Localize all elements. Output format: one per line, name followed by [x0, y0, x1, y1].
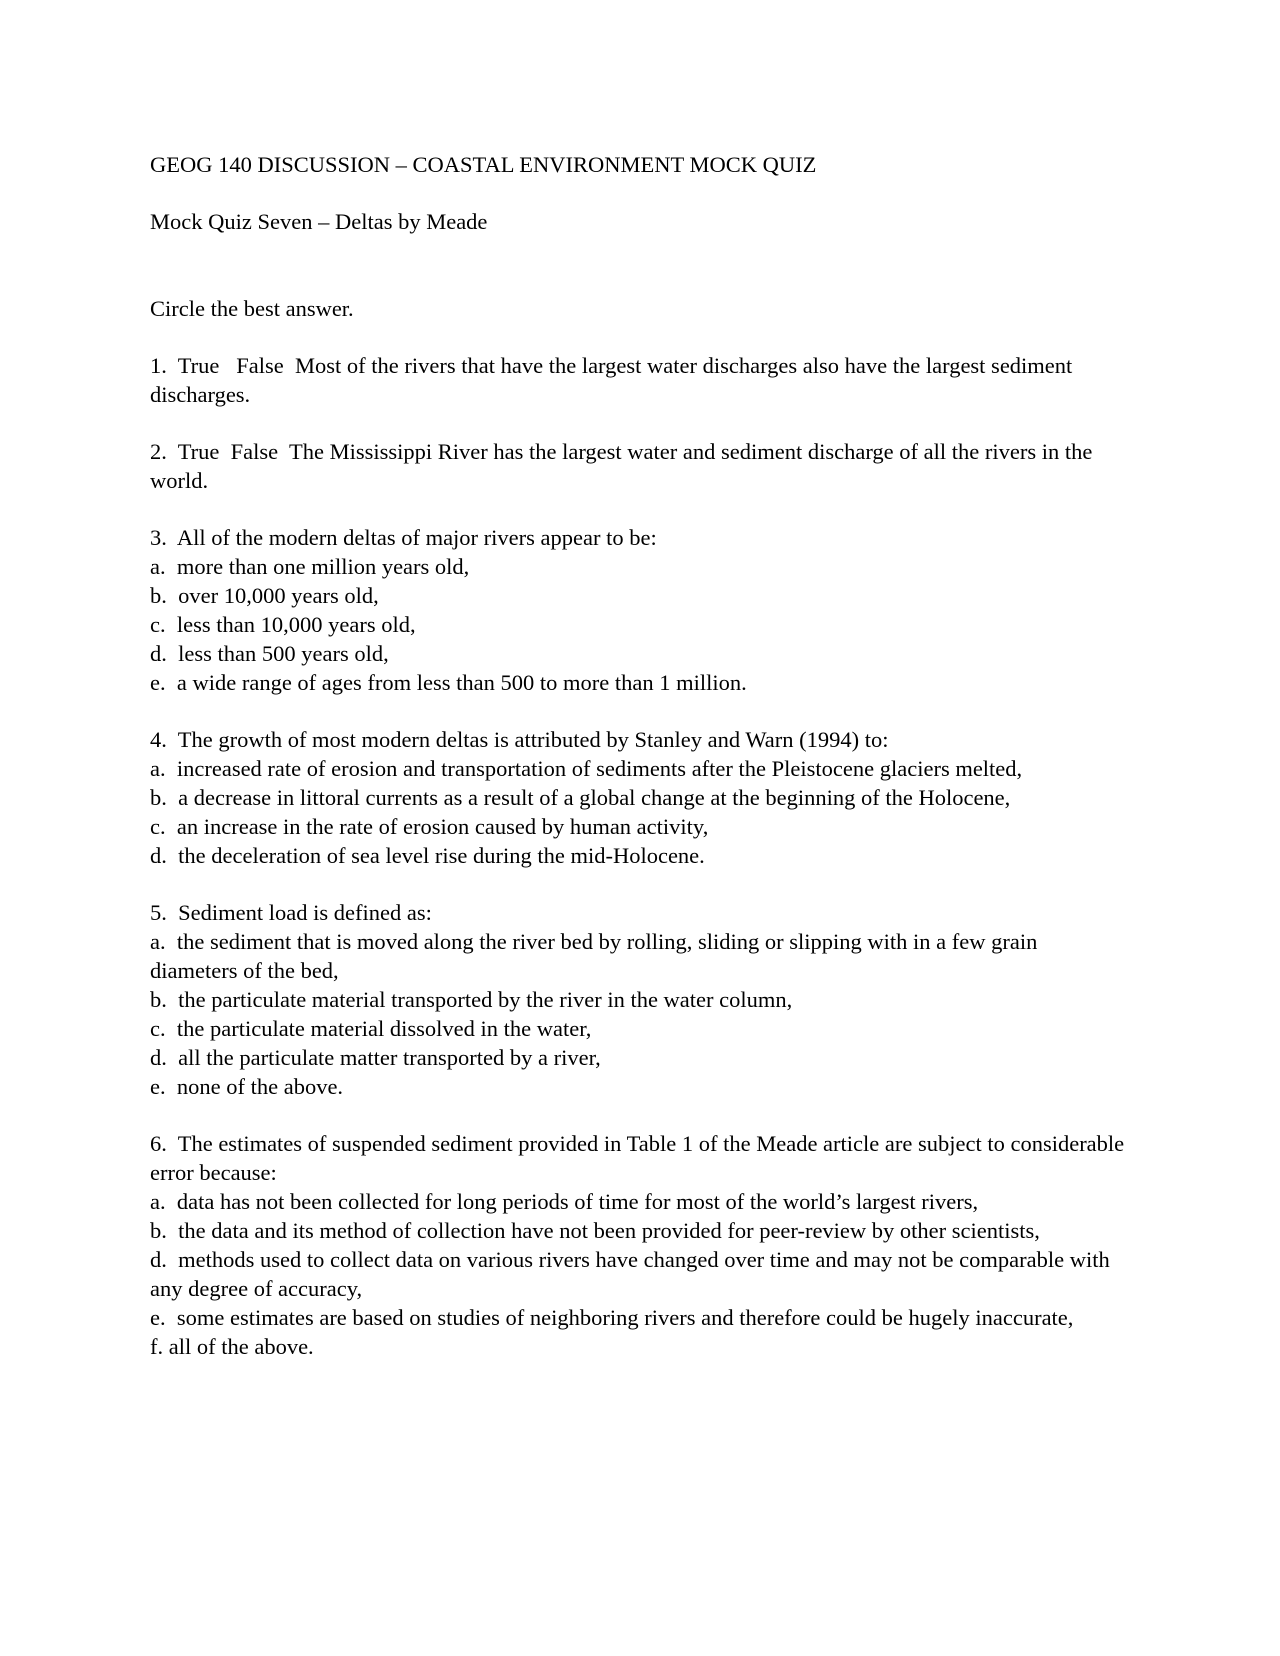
question-stem: 6. The estimates of suspended sediment provided in Table 1 of the Meade article are subject to considerable error because:: [150, 1131, 1130, 1185]
question-6: [150, 1129, 1130, 1361]
question-stem: 5. Sediment load is defined as:: [150, 900, 432, 925]
document-title: GEOG 140 DISCUSSION – COASTAL ENVIRONMENT MOCK QUIZ: [150, 152, 817, 177]
answer-option: c. an increase in the rate of erosion caused by human activity,: [150, 814, 709, 839]
answer-option: b. over 10,000 years old,: [150, 583, 379, 608]
question-3: [150, 523, 1130, 697]
answer-option: a. increased rate of erosion and transportation of sediments after the Pleistocene glaciers melted,: [150, 756, 1023, 781]
answer-option: e. some estimates are based on studies of neighboring rivers and therefore could be hugely inaccurate,: [150, 1305, 1074, 1330]
answer-option: d. all the particulate matter transported by a river,: [150, 1045, 601, 1070]
answer-option: e. a wide range of ages from less than 500 to more than 1 million.: [150, 670, 747, 695]
answer-option: c. less than 10,000 years old,: [150, 612, 416, 637]
question-stem: 1. True False Most of the rivers that have the largest water discharges also have the largest sediment discharges.: [150, 353, 1078, 407]
quiz-document: [150, 150, 1130, 1389]
answer-option: b. the particulate material transported by the river in the water column,: [150, 987, 793, 1012]
instruction-text: Circle the best answer.: [150, 296, 354, 321]
answer-option: f. all of the above.: [150, 1334, 314, 1359]
answer-option: a. data has not been collected for long periods of time for most of the world’s largest rivers,: [150, 1189, 979, 1214]
answer-option: a. the sediment that is moved along the river bed by rolling, sliding or slipping with in a few grain diameters of the bed,: [150, 929, 1043, 983]
question-5: [150, 898, 1130, 1101]
answer-option: d. less than 500 years old,: [150, 641, 389, 666]
answer-option: c. the particulate material dissolved in the water,: [150, 1016, 592, 1041]
question-1: [150, 351, 1130, 409]
answer-option: a. more than one million years old,: [150, 554, 470, 579]
question-stem: 3. All of the modern deltas of major rivers appear to be:: [150, 525, 657, 550]
answer-option: e. none of the above.: [150, 1074, 344, 1099]
answer-option: b. a decrease in littoral currents as a result of a global change at the beginning of the Holocene,: [150, 785, 1011, 810]
document-subtitle: Mock Quiz Seven – Deltas by Meade: [150, 209, 488, 234]
question-stem: 4. The growth of most modern deltas is attributed by Stanley and Warn (1994) to:: [150, 727, 889, 752]
question-4: [150, 725, 1130, 870]
answer-option: d. methods used to collect data on various rivers have changed over time and may not be comparable with any degree of accuracy,: [150, 1247, 1116, 1301]
question-stem: 2. True False The Mississippi River has the largest water and sediment discharge of all the rivers in the world.: [150, 439, 1098, 493]
answer-option: d. the deceleration of sea level rise during the mid-Holocene.: [150, 843, 705, 868]
answer-option: b. the data and its method of collection have not been provided for peer-review by other scientists,: [150, 1218, 1040, 1243]
question-2: [150, 437, 1130, 495]
